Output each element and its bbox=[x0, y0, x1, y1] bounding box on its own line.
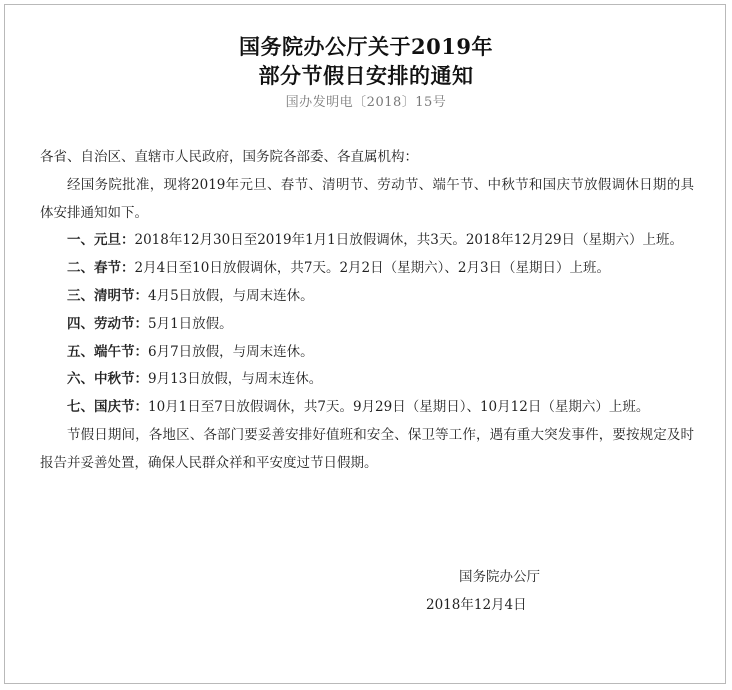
holiday-label: 四、劳动节： bbox=[67, 315, 148, 332]
holiday-label: 二、春节： bbox=[67, 260, 135, 277]
holiday-text: 5月1日放假。 bbox=[148, 315, 233, 332]
holiday-text: 2018年12月30日至2019年1月1日放假调休，共3天。2018年12月29日（星期六）上班。 bbox=[134, 232, 684, 249]
holiday-label: 三、清明节： bbox=[67, 287, 148, 304]
document-body bbox=[40, 144, 694, 478]
intro-paragraph: 经国务院批准，现将2019年元旦、春节、清明节、劳动节、端午节、中秋节和国庆节放假调休日期的具体安排通知如下。 bbox=[40, 176, 694, 221]
holiday-text: 2月4日至10日放假调休，共7天。2月2日（星期六）、2月3日（星期日）上班。 bbox=[134, 260, 611, 277]
holiday-item-qingming bbox=[40, 283, 694, 311]
document-number: 国办发明电〔2018〕15号 bbox=[285, 95, 447, 110]
holiday-label: 一、元旦： bbox=[67, 232, 135, 249]
salutation: 各省、自治区、直辖市人民政府，国务院各部委、各直属机构： bbox=[40, 149, 418, 165]
holiday-text: 10月1日至7日放假调休，共7天。9月29日（星期日）、10月12日（星期六）上班。 bbox=[148, 399, 650, 416]
document-title-line1: 国务院办公厅关于2019年 bbox=[239, 34, 493, 59]
issue-date: 2018年12月4日 bbox=[426, 597, 527, 613]
holiday-item-national-day bbox=[40, 394, 694, 422]
holiday-item-spring-festival bbox=[40, 255, 694, 283]
holiday-text: 4月5日放假，与周末连休。 bbox=[148, 287, 314, 304]
document-title-line2: 部分节假日安排的通知 bbox=[258, 63, 474, 88]
holiday-item-dragon-boat bbox=[40, 339, 694, 367]
holiday-item-mid-autumn bbox=[40, 366, 694, 394]
holiday-text: 6月7日放假，与周末连休。 bbox=[148, 343, 314, 360]
signature: 国务院办公厅 bbox=[459, 569, 540, 585]
holiday-item-labor-day bbox=[40, 311, 694, 339]
holiday-item-new-year bbox=[40, 227, 694, 255]
holiday-text: 9月13日放假，与周末连休。 bbox=[148, 371, 323, 388]
holiday-label: 六、中秋节： bbox=[67, 371, 148, 388]
holiday-label: 七、国庆节： bbox=[67, 399, 148, 416]
holiday-label: 五、端午节： bbox=[67, 343, 148, 360]
closing-paragraph: 节假日期间，各地区、各部门要妥善安排好值班和安全、保卫等工作，遇有重大突发事件，要按规定及时报告并妥善处置，确保人民群众祥和平安度过节日假期。 bbox=[40, 426, 694, 471]
